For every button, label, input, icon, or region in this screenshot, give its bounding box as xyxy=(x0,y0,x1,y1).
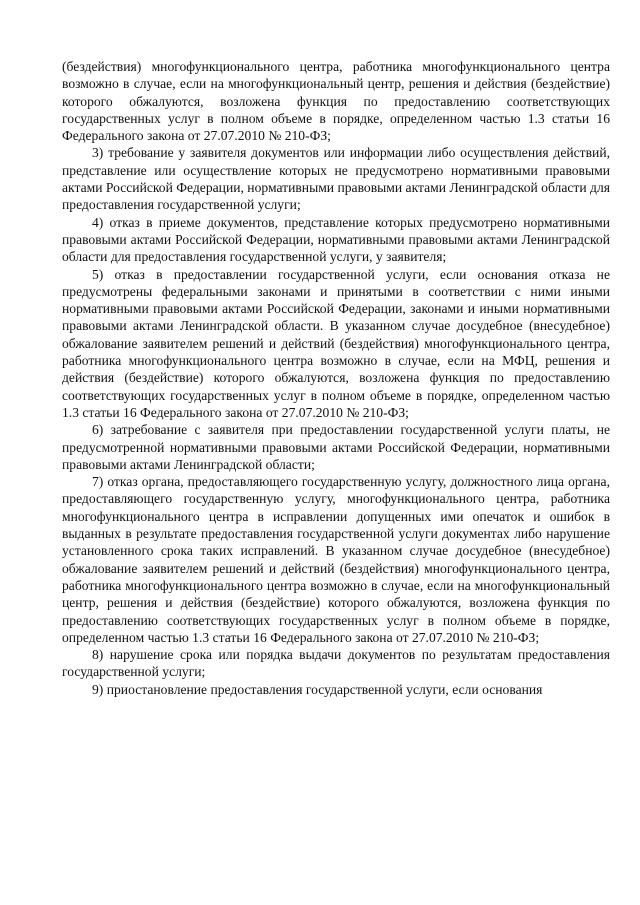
paragraph-item-6: 6) затребование с заявителя при предоставлении государственной услуги платы, не предусмотренной нормативными правовыми актами Российской Федерации, нормативными правовыми актами Ленинградской области; xyxy=(62,422,610,472)
document-page xyxy=(62,58,610,698)
paragraph-item-7: 7) отказ органа, предоставляющего государственную услугу, должностного лица органа, предоставляющего государственную услугу, многофункционального центра, работника многофункционального центра в исправлении допущенных ими опечаток и ошибок в выданных в результате предоставления государственной услуги документах либо нарушение установленного срока таких исправлений. В указанном случае досудебное (внесудебное) обжалование заявителем решений и действий (бездействия) многофункционального центра, работника многофункционального центра возможно в случае, если на многофункциональный центр, решения и действия (бездействие) которого обжалуются, возложена функция по предоставлению соответствующих государственных услуг в полном объеме в порядке, определенном частью 1.3 статьи 16 Федерального закона от 27.07.2010 № 210-ФЗ; xyxy=(62,474,610,645)
paragraph-item-5: 5) отказ в предоставлении государственной услуги, если основания отказа не предусмотрены федеральными законами и принятыми в соответствии с ними иными нормативными правовыми актами Российской Федерации, законами и иными нормативными правовыми актами Ленинградской области. В указанном случае досудебное (внесудебное) обжалование заявителем решений и действий (бездействия) многофункционального центра, работника многофункционального центра возможно в случае, если на МФЦ, решения и действия (бездействие) которого обжалуются, возложена функция по предоставлению соответствующих государственных услуг в полном объеме в порядке, определенном частью 1.3 статьи 16 Федерального закона от 27.07.2010 № 210-ФЗ; xyxy=(62,266,610,420)
paragraph-continuation: (бездействия) многофункционального центра, работника многофункционального центра возможно в случае, если на многофункциональный центр, решения и действия (бездействие) которого обжалуются, возложена функция по предоставлению соответствующих государственных услуг в полном объеме в порядке, определенном частью 1.3 статьи 16 Федерального закона от 27.07.2010 № 210-ФЗ; xyxy=(62,59,610,144)
paragraph-item-9: 9) приостановление предоставления государственной услуги, если основания xyxy=(92,681,543,697)
paragraph-item-8: 8) нарушение срока или порядка выдачи документов по результатам предоставления государственной услуги; xyxy=(62,647,610,680)
paragraph-item-4: 4) отказ в приеме документов, представление которых предусмотрено нормативными правовыми актами Российской Федерации, нормативными правовыми актами Ленинградской области для предоставления государственной услуги, у заявителя; xyxy=(62,214,610,265)
paragraph-item-3: 3) требование у заявителя документов или информации либо осуществления действий, представление или осуществление которых не предусмотрено нормативными правовыми актами Российской Федерации, нормативными правовыми актами Ленинградской области для предоставления государственной услуги; xyxy=(62,145,610,213)
